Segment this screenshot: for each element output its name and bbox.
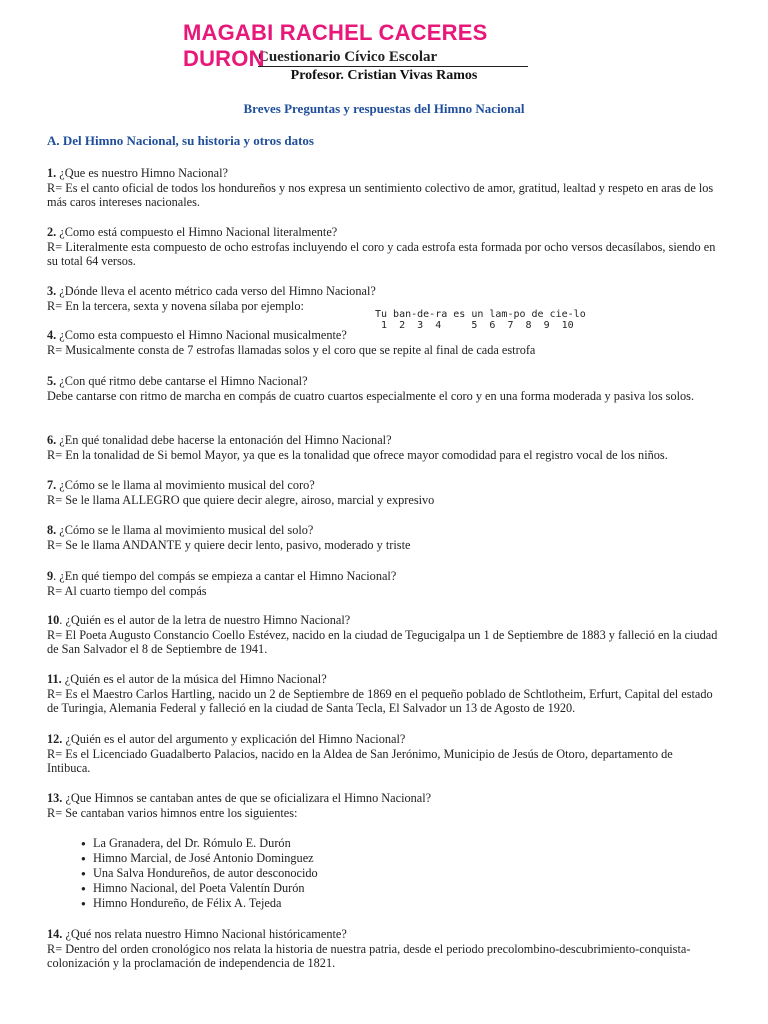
question-text: . ¿En qué tiempo del compás se empieza a cantar el Himno Nacional?: [53, 569, 397, 583]
question-text: . ¿Quién es el autor de la letra de nuestro Himno Nacional?: [59, 613, 351, 627]
question-13: [47, 791, 719, 911]
question-number: 10: [47, 613, 60, 627]
question-11: [47, 672, 719, 716]
list-item: ● Una Salva Hondureños, de autor desconocido: [47, 866, 719, 881]
owner-name: MAGABI RACHEL CACERES DURON: [183, 20, 488, 70]
question-12: [47, 732, 719, 776]
question-text: ¿Con qué ritmo debe cantarse el Himno Nacional?: [56, 374, 308, 388]
answer-text: Debe cantarse con ritmo de marcha en compás de cuatro cuartos especialmente el coro y en una forma moderada y pasiva los solos.: [47, 388, 695, 403]
question-8: [47, 523, 719, 552]
question-4: [47, 328, 719, 357]
question-2: [47, 225, 719, 269]
question-6: [47, 433, 719, 462]
hymn-list: [47, 836, 719, 911]
list-item: ● Himno Hondureño, de Félix A. Tejeda: [47, 896, 719, 911]
list-item: ● Himno Nacional, del Poeta Valentín Durón: [47, 881, 719, 896]
question-text: ¿Quién es el autor de la música del Himno Nacional?: [61, 672, 327, 686]
answer-text: R= Al cuarto tiempo del compás: [47, 583, 207, 598]
document-title: Cuestionario Cívico Escolar: [258, 48, 528, 67]
question-number: 9: [47, 569, 54, 583]
question-10: [47, 613, 719, 657]
question-text: ¿Dónde lleva el acento métrico cada verso del Himno Nacional?: [56, 284, 376, 298]
question-text: ¿Quién es el autor del argumento y explicación del Himno Nacional?: [62, 732, 406, 746]
answer-text: R= Es el Licenciado Guadalberto Palacios, nacido en la Aldea de San Jerónimo, Municipio de Jesús de Otoro, departamento de Intibuca.: [47, 746, 673, 776]
section-heading: A. Del Himno Nacional, su historia y otros datos: [47, 133, 314, 148]
list-item: ● La Granadera, del Dr. Rómulo E. Durón: [47, 836, 719, 851]
answer-text: R= El Poeta Augusto Constancio Coello Estévez, nacido en la ciudad de Tegucigalpa un 1 de Septiembre de 1883 y falleció en la ciudad de San Salvador el 8 de Septiembre de 1941.: [47, 627, 718, 657]
document-subtitle: Breves Preguntas y respuestas del Himno Nacional: [243, 101, 525, 116]
answer-text: R= Se le llama ALLEGRO que quiere decir alegre, airoso, marcial y expresivo: [47, 492, 435, 507]
professor-name: Profesor. Cristian Vivas Ramos: [290, 68, 478, 83]
question-text: ¿En qué tonalidad debe hacerse la entonación del Himno Nacional?: [56, 433, 392, 447]
question-number: 4.: [47, 328, 57, 342]
question-number: 6.: [47, 433, 57, 447]
syllable-numbers: 1 2 3 4 5 6 7 8 9 10: [375, 320, 574, 331]
answer-text: R= Dentro del orden cronológico nos relata la historia de nuestra patria, desde el periodo precolombino-descubrimiento-conquista-colonización y la proclamación de independencia de 1821.: [47, 941, 691, 971]
answer-text: R= Musicalmente consta de 7 estrofas llamadas solos y el coro que se repite al final de cada estrofa: [47, 342, 536, 357]
question-text: ¿Como esta compuesto el Himno Nacional musicalmente?: [56, 328, 347, 342]
question-text: ¿Cómo se le llama al movimiento musical del solo?: [56, 523, 314, 537]
question-5: [47, 374, 719, 403]
question-7: [47, 478, 719, 507]
answer-text: R= Se cantaban varios himnos entre los siguientes:: [47, 805, 298, 820]
answer-text: R= En la tercera, sexta y novena sílaba por ejemplo:: [47, 298, 304, 313]
question-text: ¿Que es nuestro Himno Nacional?: [56, 166, 228, 180]
question-9: [47, 569, 719, 598]
answer-text: R= Es el Maestro Carlos Hartling, nacido un 2 de Septiembre de 1869 en el pequeño poblado de Schtlotheim, Erfurt, Capital del estado de Turingia, Alemania Federal y falleció en la ciudad de Santa Tecla, El Salvador un 13 de Agosto de 1920.: [47, 686, 713, 716]
question-number: 14.: [47, 927, 63, 941]
question-number: 5.: [47, 374, 57, 388]
answer-text: R= Es el canto oficial de todos los hondureños y nos expresa un sentimiento colectivo de amor, gratitud, lealtad y respeto en aras de los más caros intereses nacionales.: [47, 180, 714, 210]
question-number: 1.: [47, 166, 57, 180]
syllable-verse: Tu ban-de-ra es un lam-po de cie-lo: [375, 309, 586, 320]
question-text: ¿Que Himnos se cantaban antes de que se oficializara el Himno Nacional?: [62, 791, 432, 805]
answer-text: R= En la tonalidad de Si bemol Mayor, ya que es la tonalidad que ofrece mayor comodidad para el registro vocal de los niños.: [47, 447, 668, 462]
question-number: 13.: [47, 791, 63, 805]
question-text: ¿Cómo se le llama al movimiento musical del coro?: [56, 478, 315, 492]
question-number: 2.: [47, 225, 57, 239]
answer-text: R= Literalmente esta compuesto de ocho estrofas incluyendo el coro y cada estrofa esta formada por ocho versos decasílabos, siendo en su total 64 versos.: [47, 239, 716, 269]
list-item: ● Himno Marcial, de José Antonio Dominguez: [47, 851, 719, 866]
question-number: 3.: [47, 284, 57, 298]
question-number: 8.: [47, 523, 57, 537]
question-text: ¿Como está compuesto el Himno Nacional literalmente?: [56, 225, 338, 239]
answer-text: R= Se le llama ANDANTE y quiere decir lento, pasivo, moderado y triste: [47, 537, 411, 552]
question-number: 11.: [47, 672, 62, 686]
question-number: 12.: [47, 732, 63, 746]
question-1: [47, 166, 719, 210]
question-number: 7.: [47, 478, 57, 492]
question-14: [47, 927, 719, 971]
question-text: ¿Qué nos relata nuestro Himno Nacional históricamente?: [62, 927, 347, 941]
